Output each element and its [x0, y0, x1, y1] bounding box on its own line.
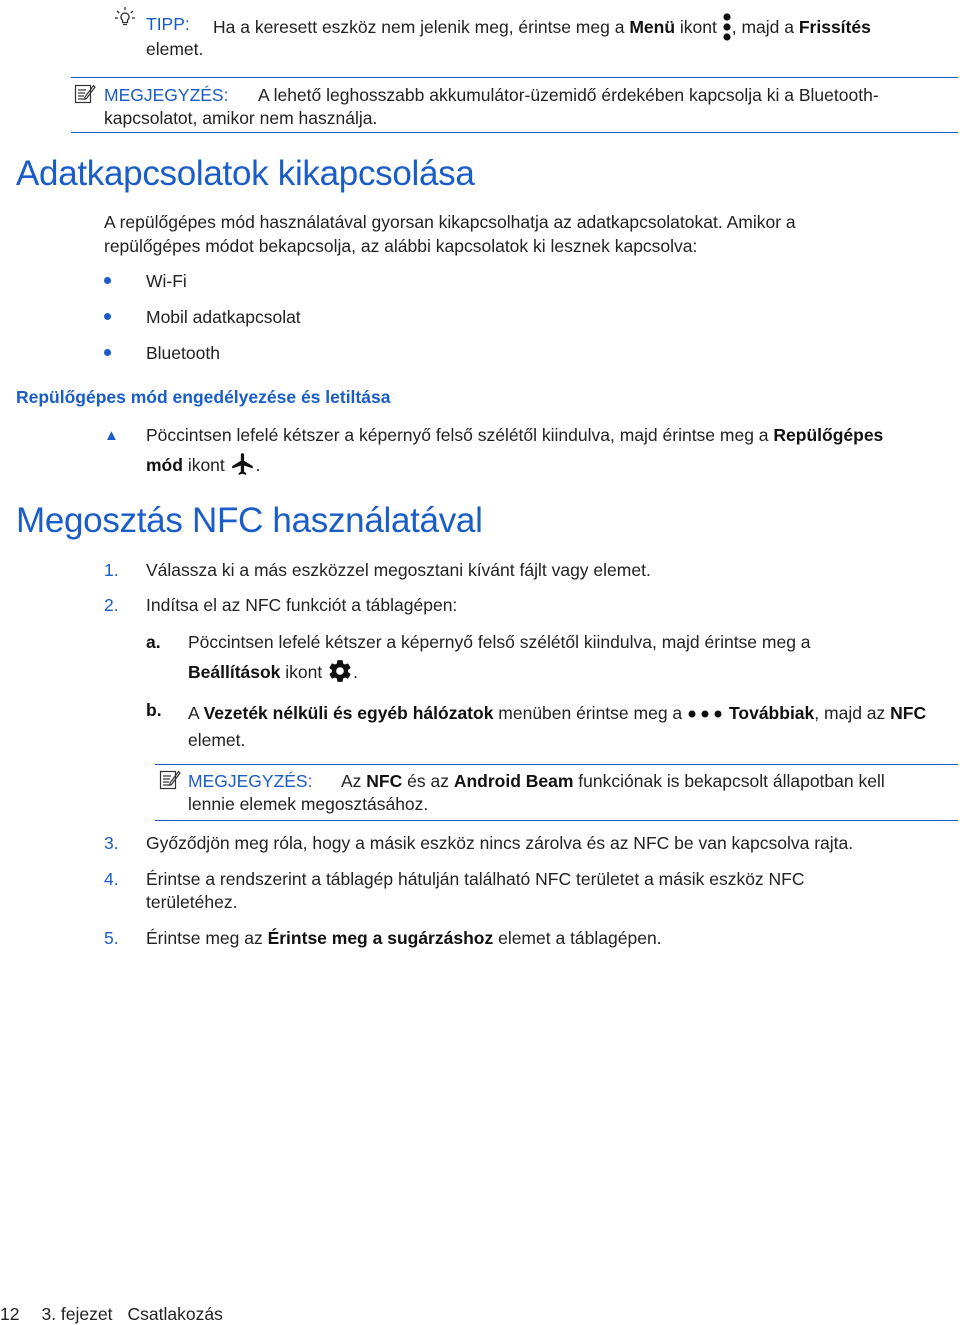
step-text: területéhez. [146, 892, 238, 912]
lightbulb-icon [114, 6, 136, 28]
menu-label: Menü [629, 17, 676, 37]
airplane-step-line2: mód ikont . [146, 451, 261, 477]
chapter-title: Csatlakozás [127, 1304, 223, 1324]
bullet-icon [104, 313, 111, 320]
paragraph-line2: repülőgépes módot bekapcsolja, az alábbi kapcsolatok ki lesznek kapcsolva: [104, 236, 698, 256]
tip-box [0, 0, 960, 62]
tip-text-line2: elemet. [146, 39, 204, 59]
list-item: Mobil adatkapcsolat [146, 307, 301, 327]
more-label: Továbbiak [729, 703, 815, 723]
gear-icon [327, 658, 353, 684]
step-text: Indítsa el az NFC funkciót a táblagépen: [146, 595, 458, 615]
step-number: 3. [104, 833, 119, 853]
note-bottom-rule [71, 132, 958, 133]
note-label: MEGJEGYZÉS: [104, 85, 229, 105]
airplane-mode-label: Repülőgépes [773, 425, 884, 445]
note-text-line1: Az NFC és az Android Beam funkciónak is bekapcsolt állapotban kell [341, 771, 885, 791]
step-number: 5. [104, 928, 119, 948]
paragraph-line1: A repülőgépes mód használatával gyorsan kikapcsolhatja az adatkapcsolatokat. Amikor a [104, 212, 796, 232]
step-text: Érintse a rendszerint a táblagép hátulján található NFC területet a másik eszköz NFC [146, 869, 805, 889]
subheading-airplane-mode: Repülőgépes mód engedélyezése és letiltása [16, 387, 391, 407]
nfc-label: NFC [890, 703, 927, 723]
menu-dots-icon [722, 13, 732, 41]
note-text-line2: kapcsolatot, amikor nem használja. [104, 108, 378, 128]
substep-a-line2: Beállítások ikont . [188, 658, 358, 684]
bullet-icon [104, 277, 111, 284]
note-bottom-rule [155, 820, 958, 821]
settings-label: Beállítások [188, 662, 281, 682]
tap-to-beam-label: Érintse meg a sugárzáshoz [267, 928, 494, 948]
substep-a-line1: Pöccintsen lefelé kétszer a képernyő felső szélétől kiindulva, majd érintse meg a [188, 632, 811, 652]
step-text: Érintse meg az Érintse meg a sugárzáshoz elemet a táblagépen. [146, 928, 662, 948]
substep-letter: a. [146, 632, 161, 652]
wireless-networks-label: Vezeték nélküli és egyéb hálózatok [203, 703, 494, 723]
airplane-step-line1: Pöccintsen lefelé kétszer a képernyő felső szélétől kiindulva, majd érintse meg a Repülőgépes [146, 425, 884, 445]
step-text: Válassza ki a más eszközzel megosztani kívánt fájlt vagy elemet. [146, 560, 651, 580]
step-number: 4. [104, 869, 119, 889]
section-heading-data-connections: Adatkapcsolatok kikapcsolása [16, 154, 475, 193]
more-dots-icon [687, 710, 723, 718]
tip-label: TIPP: [146, 14, 190, 34]
refresh-label: Frissítés [798, 17, 871, 37]
page-number: 12 [0, 1304, 20, 1324]
note-label: MEGJEGYZÉS: [188, 771, 313, 791]
section-heading-nfc-sharing: Megosztás NFC használatával [16, 501, 483, 540]
note-text-line2: lennie elemek megosztásához. [188, 794, 429, 814]
tip-text-line1: Ha a keresett eszköz nem jelenik meg, érintse meg a Menü ikont , majd a Frissítés [213, 13, 871, 41]
substep-letter: b. [146, 700, 162, 720]
substep-b-line1: A Vezeték nélküli és egyéb hálózatok menüben érintse meg a Továbbiak, majd az NFC [188, 703, 927, 723]
step-number: 1. [104, 560, 119, 580]
step-marker: ▲ [104, 427, 119, 444]
airplane-icon [230, 451, 256, 477]
note-icon [74, 82, 96, 104]
note-text-line1: A lehető leghosszabb akkumulátor-üzemidő érdekében kapcsolja ki a Bluetooth- [258, 85, 879, 105]
note-top-rule [71, 77, 958, 78]
page-footer [0, 1303, 223, 1325]
note-top-rule [155, 764, 958, 765]
step-number: 2. [104, 595, 119, 615]
list-item: Bluetooth [146, 343, 220, 363]
note-icon [159, 768, 181, 790]
step-text: Győződjön meg róla, hogy a másik eszköz nincs zárolva és az NFC be van kapcsolva rajta. [146, 833, 854, 853]
substep-b-line2: elemet. [188, 730, 246, 750]
bullet-icon [104, 349, 111, 356]
chapter-number: 3. fejezet [41, 1304, 113, 1324]
list-item: Wi-Fi [146, 271, 187, 291]
